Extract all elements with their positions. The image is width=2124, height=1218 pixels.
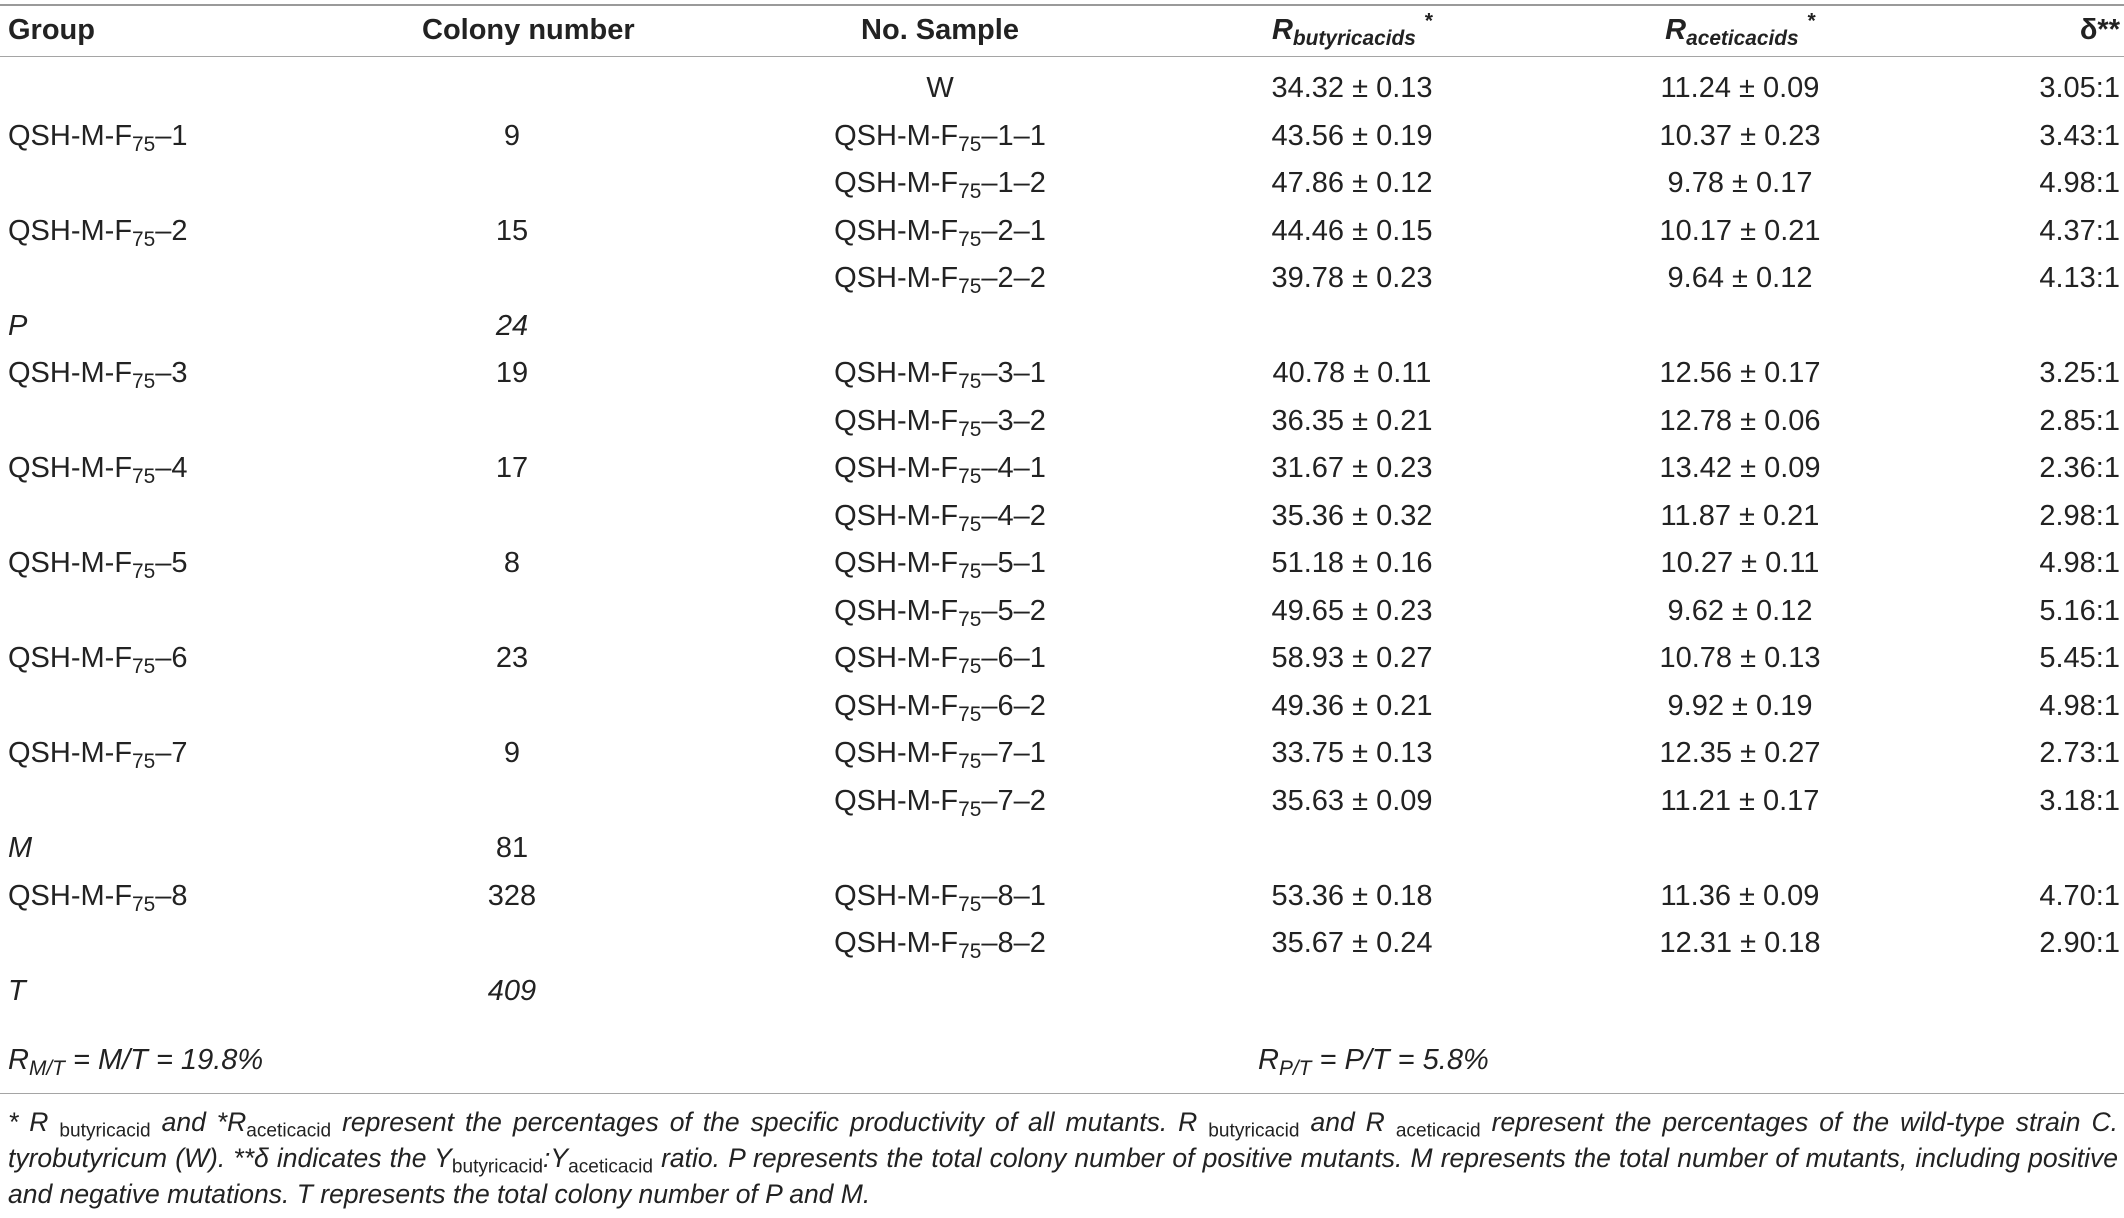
r-butyric-cell: 33.75 ± 0.13 bbox=[1271, 737, 1433, 769]
r-acetic-cell: 12.56 ± 0.17 bbox=[1659, 357, 1821, 389]
delta-cell: 2.36:1 bbox=[2039, 452, 2120, 484]
delta-cell: 2.85:1 bbox=[2039, 404, 2120, 437]
r-butyric-cell: 53.36 ± 0.18 bbox=[1271, 879, 1433, 912]
group-cell: QSH-$M-F_{75}-2$ bbox=[8, 214, 188, 251]
sample-cell: QSH-$M-F_{75}-1-1$ bbox=[834, 119, 1046, 156]
colony-cell: 328 bbox=[487, 879, 537, 912]
table-row bbox=[0, 588, 2124, 635]
delta-cell: 2.73:1 bbox=[2039, 737, 2120, 769]
sample-cell: QSH-$M-F_{75}-8-1$ bbox=[834, 879, 1046, 916]
table-row bbox=[0, 65, 2124, 112]
r-butyric-cell: 51.18 ± 0.16 bbox=[1271, 547, 1433, 579]
delta-cell: 3.05:1 bbox=[2039, 72, 2120, 104]
sample-cell: QSH-$M-F_{75}-5-2$ bbox=[834, 594, 1046, 631]
r-acetic-cell: 9.78 ± 0.17 bbox=[1667, 167, 1813, 199]
colony-cell: 9 bbox=[503, 119, 521, 152]
table-row bbox=[0, 778, 2124, 825]
delta-cell: 3.18:1 bbox=[2039, 784, 2120, 817]
table-row bbox=[0, 160, 2124, 207]
delta-cell: 5.45:1 bbox=[2039, 642, 2120, 674]
r-acetic-cell: 11.24 ± 0.09 bbox=[1660, 72, 1820, 104]
table-row bbox=[0, 350, 2124, 397]
header-r-butyric: $R_{butyricacids}$ * bbox=[1271, 9, 1433, 50]
table-top-rule bbox=[0, 4, 2124, 6]
sample-cell: QSH-$M-F_{75}-4-1$ bbox=[834, 452, 1046, 488]
r-acetic-cell: 10.78 ± 0.13 bbox=[1659, 642, 1821, 674]
colony-cell: 15 bbox=[495, 214, 529, 247]
sample-cell: QSH-$M-F_{75}-4-2$ bbox=[834, 499, 1046, 536]
r-butyric-cell: 49.36 ± 0.21 bbox=[1271, 689, 1433, 722]
sample-cell: QSH-$M-F_{75}-1-2$ bbox=[834, 167, 1046, 203]
r-acetic-cell: 9.64 ± 0.12 bbox=[1667, 262, 1813, 294]
table-footnote: * R $_{butyricacid}$ and $*R_{aceticacid}$ represent the percentages of the specific productivity of all mutants. R $_{butyricacid}$ and R $_{aceticacid}$ represent the percentages of the wild-type strain C. tyrobutyricum (W). **δ indicates the $Y_{butyricacid}:Y_{aceticacid}$ ratio. P represents the total colony number of positive mutants. M represents the total number of mutants, including positive and negative mutations. T represents the total colony number of P and M. bbox=[8, 1107, 2118, 1209]
table-bottom-rule bbox=[0, 1093, 2124, 1094]
summary-rp-t: $R_{P/T} = P/T = 5.8\%$ bbox=[1258, 1044, 1489, 1080]
delta-cell: 4.70:1 bbox=[2039, 879, 2120, 912]
header-sample: No. Sample bbox=[861, 14, 1019, 46]
table-row bbox=[0, 493, 2124, 540]
sample-cell: QSH-$M-F_{75}-2-1$ bbox=[834, 214, 1046, 251]
r-acetic-cell: 11.87 ± 0.21 bbox=[1660, 499, 1820, 532]
group-cell: QSH-$M-F_{75}-4$ bbox=[8, 452, 188, 488]
header-bottom-rule bbox=[0, 56, 2124, 57]
colony-cell: 8 bbox=[503, 547, 521, 579]
r-butyric-cell: 49.65 ± 0.23 bbox=[1271, 594, 1433, 627]
r-butyric-cell: 31.67 ± 0.23 bbox=[1271, 452, 1433, 484]
colony-cell: 17 bbox=[495, 452, 529, 484]
r-butyric-cell: 35.67 ± 0.24 bbox=[1271, 927, 1433, 959]
header-colony-number: Colony number bbox=[422, 14, 635, 46]
header-r-acetic: $R_{aceticacids}$ * bbox=[1665, 9, 1815, 50]
delta-cell: 4.37:1 bbox=[2039, 214, 2120, 247]
delta-cell: 2.90:1 bbox=[2039, 927, 2120, 959]
delta-cell: 4.98:1 bbox=[2039, 547, 2120, 579]
r-butyric-cell: 47.86 ± 0.12 bbox=[1271, 167, 1433, 199]
colony-cell: 24 bbox=[495, 309, 529, 342]
table-row bbox=[0, 208, 2124, 255]
r-acetic-cell: 9.92 ± 0.19 bbox=[1667, 689, 1813, 722]
table-row bbox=[0, 255, 2124, 302]
group-cell: QSH-$M-F_{75}-3$ bbox=[8, 357, 188, 393]
table-row bbox=[0, 683, 2124, 730]
delta-cell: 4.98:1 bbox=[2039, 167, 2120, 199]
r-acetic-cell: 12.35 ± 0.27 bbox=[1659, 737, 1821, 769]
r-butyric-cell: 39.78 ± 0.23 bbox=[1271, 262, 1433, 294]
r-acetic-cell: 11.21 ± 0.17 bbox=[1660, 784, 1820, 817]
group-cell: QSH-$M-F_{75}-1$ bbox=[8, 119, 188, 156]
summary-rm-t: $R_{M/T} = M/T = 19.8\%$ bbox=[8, 1044, 264, 1080]
r-acetic-cell: 11.36 ± 0.09 bbox=[1660, 879, 1820, 912]
colony-cell: 81 bbox=[495, 832, 529, 864]
sample-cell: QSH-$M-F_{75}-7-2$ bbox=[834, 784, 1046, 821]
delta-cell: 4.13:1 bbox=[2039, 262, 2120, 294]
delta-cell: 3.25:1 bbox=[2039, 357, 2120, 389]
r-butyric-cell: 34.32 ± 0.13 bbox=[1271, 72, 1433, 104]
summary-row bbox=[0, 1037, 2124, 1084]
r-butyric-cell: 36.35 ± 0.21 bbox=[1271, 404, 1433, 437]
sample-cell: QSH-$M-F_{75}-6-2$ bbox=[834, 689, 1046, 726]
sample-cell: QSH-$M-F_{75}-3-2$ bbox=[834, 404, 1046, 441]
group-cell: T bbox=[8, 974, 26, 1007]
r-butyric-cell: 35.63 ± 0.09 bbox=[1271, 784, 1433, 817]
r-butyric-cell: 58.93 ± 0.27 bbox=[1271, 642, 1433, 674]
sample-cell: QSH-$M-F_{75}-3-1$ bbox=[834, 357, 1046, 393]
r-acetic-cell: 12.78 ± 0.06 bbox=[1659, 404, 1821, 437]
r-butyric-cell: 40.78 ± 0.11 bbox=[1272, 357, 1432, 389]
table-row bbox=[0, 968, 2124, 1015]
colony-cell: 23 bbox=[495, 642, 529, 674]
table-row bbox=[0, 825, 2124, 872]
table-row bbox=[0, 635, 2124, 682]
r-butyric-cell: 43.56 ± 0.19 bbox=[1271, 119, 1433, 152]
table-row bbox=[0, 445, 2124, 492]
r-acetic-cell: 10.37 ± 0.23 bbox=[1659, 119, 1821, 152]
sample-cell: QSH-$M-F_{75}-2-2$ bbox=[834, 262, 1046, 298]
table-row bbox=[0, 303, 2124, 350]
sample-cell: QSH-$M-F_{75}-8-2$ bbox=[834, 927, 1046, 963]
group-cell: P bbox=[8, 309, 28, 342]
r-acetic-cell: 10.27 ± 0.11 bbox=[1660, 547, 1820, 579]
table-row bbox=[0, 398, 2124, 445]
sample-cell: QSH-$M-F_{75}-5-1$ bbox=[834, 547, 1046, 583]
delta-cell: 3.43:1 bbox=[2039, 119, 2120, 152]
delta-cell: 4.98:1 bbox=[2039, 689, 2120, 722]
table-row bbox=[0, 920, 2124, 967]
r-acetic-cell: 9.62 ± 0.12 bbox=[1667, 594, 1813, 627]
table-row bbox=[0, 540, 2124, 587]
table-row bbox=[0, 873, 2124, 920]
header-delta: δ** bbox=[2079, 14, 2120, 46]
group-cell: QSH-$M-F_{75}-7$ bbox=[8, 737, 188, 773]
r-acetic-cell: 10.17 ± 0.21 bbox=[1659, 214, 1821, 247]
sample-cell: QSH-$M-F_{75}-7-1$ bbox=[834, 737, 1046, 773]
group-cell: QSH-$M-F_{75}-6$ bbox=[8, 642, 188, 678]
group-cell: QSH-$M-F_{75}-5$ bbox=[8, 547, 188, 583]
r-acetic-cell: 12.31 ± 0.18 bbox=[1659, 927, 1821, 959]
r-acetic-cell: 13.42 ± 0.09 bbox=[1659, 452, 1821, 484]
delta-cell: 5.16:1 bbox=[2039, 594, 2120, 627]
table-row bbox=[0, 113, 2124, 160]
header-group: Group bbox=[8, 14, 95, 46]
table-row bbox=[0, 730, 2124, 777]
sample-cell: QSH-$M-F_{75}-6-1$ bbox=[834, 642, 1046, 678]
group-cell: M bbox=[8, 832, 33, 864]
delta-cell: 2.98:1 bbox=[2039, 499, 2120, 532]
colony-cell: 19 bbox=[495, 357, 529, 389]
group-cell: QSH-$M-F_{75}-8$ bbox=[8, 879, 188, 916]
r-butyric-cell: 35.36 ± 0.32 bbox=[1271, 499, 1433, 532]
colony-cell: 409 bbox=[487, 974, 537, 1007]
colony-cell: 9 bbox=[503, 737, 521, 769]
table-header-row bbox=[0, 7, 2124, 54]
r-butyric-cell: 44.46 ± 0.15 bbox=[1271, 214, 1433, 247]
sample-cell: W bbox=[926, 72, 954, 104]
